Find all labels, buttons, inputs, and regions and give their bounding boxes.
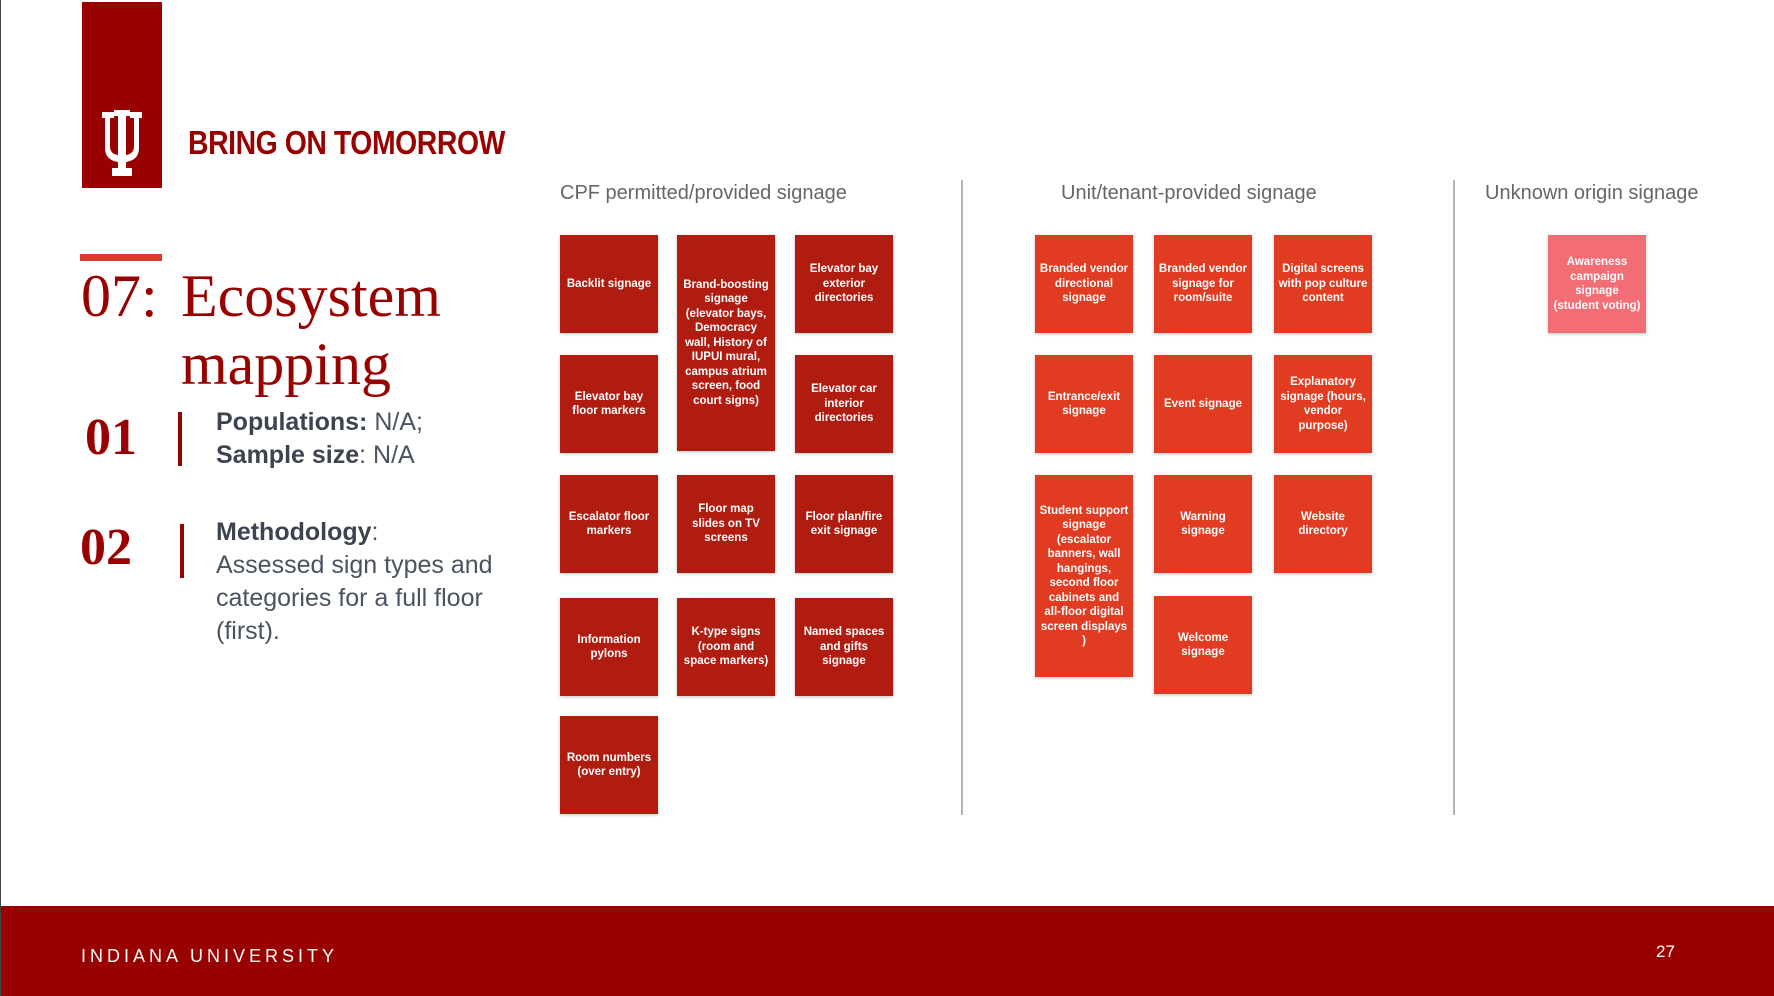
column-heading-cpf: CPF permitted/provided signage xyxy=(560,182,847,204)
sign-card-unit: Entrance/exit signage xyxy=(1035,355,1133,453)
column-divider xyxy=(961,180,963,815)
section-number: 07: xyxy=(81,263,158,329)
sign-card-unit: Event signage xyxy=(1154,355,1252,453)
populations-label: Populations: xyxy=(216,408,368,436)
sign-card-unit: Digital screens with pop culture content xyxy=(1274,235,1372,333)
sign-card-unit: Warning signage xyxy=(1154,475,1252,573)
sign-card-cpf: K-type signs (room and space markers) xyxy=(677,598,775,696)
sign-card-unit: Welcome signage xyxy=(1154,596,1252,694)
sign-card-unit: Branded vendor directional signage xyxy=(1035,235,1133,333)
populations-value: N/A; xyxy=(367,408,423,436)
page-number: 27 xyxy=(1656,942,1675,961)
sample-size-label: Sample size xyxy=(216,441,360,469)
sign-card-unknown: Awareness campaign signage (student voting) xyxy=(1548,235,1646,333)
column-heading-unknown: Unknown origin signage xyxy=(1485,182,1699,204)
point-number-01: 01 xyxy=(85,409,137,466)
sign-card-cpf: Escalator floor markers xyxy=(560,475,658,573)
point-divider-01 xyxy=(178,412,182,466)
iu-trident-icon xyxy=(92,108,152,178)
point-divider-02 xyxy=(180,524,184,578)
sign-card-cpf: Backlit signage xyxy=(560,235,658,333)
sign-card-unit: Website directory xyxy=(1274,475,1372,573)
column-divider xyxy=(1453,180,1455,815)
title-accent-bar xyxy=(80,254,162,261)
point-text-01 xyxy=(216,406,506,472)
sign-card-unit: Branded vendor signage for room/suite xyxy=(1154,235,1252,333)
sign-card-cpf: Information pylons xyxy=(560,598,658,696)
page-title: Ecosystem mapping xyxy=(181,263,441,397)
sample-size-value: : N/A xyxy=(359,441,415,469)
point-text-02: Methodology: Assessed sign types and categories for a full floor (first). xyxy=(216,518,493,645)
sign-card-unit: Student support signage (escalator banners, wall hangings, second floor cabinets and all-floor digital screen displays ) xyxy=(1035,475,1133,677)
sign-card-cpf: Elevator bay exterior directories xyxy=(795,235,893,333)
sign-card-cpf: Named spaces and gifts signage xyxy=(795,598,893,696)
sign-card-cpf: Floor map slides on TV screens xyxy=(677,475,775,573)
sign-card-cpf: Room numbers (over entry) xyxy=(560,716,658,814)
sign-card-cpf: Brand-boosting signage (elevator bays, Democracy wall, History of IUPUI mural, campus atrium screen, food court signs) xyxy=(677,235,775,451)
point-number-02: 02 xyxy=(80,519,132,576)
methodology-body: Assessed sign types and categories for a full floor (first). xyxy=(216,551,493,645)
footer-wordmark: INDIANA UNIVERSITY xyxy=(81,946,339,966)
column-heading-unit: Unit/tenant-provided signage xyxy=(1061,182,1317,204)
sign-card-cpf: Floor plan/fire exit signage xyxy=(795,475,893,573)
iu-logo-block xyxy=(82,2,162,188)
brand-tagline: BRING ON TOMORROW xyxy=(188,124,505,161)
methodology-label: Methodology xyxy=(216,518,372,546)
footer-bar xyxy=(1,906,1774,996)
sign-card-unit: Explanatory signage (hours, vendor purpose) xyxy=(1274,355,1372,453)
sign-card-cpf: Elevator car interior directories xyxy=(795,355,893,453)
sign-card-cpf: Elevator bay floor markers xyxy=(560,355,658,453)
